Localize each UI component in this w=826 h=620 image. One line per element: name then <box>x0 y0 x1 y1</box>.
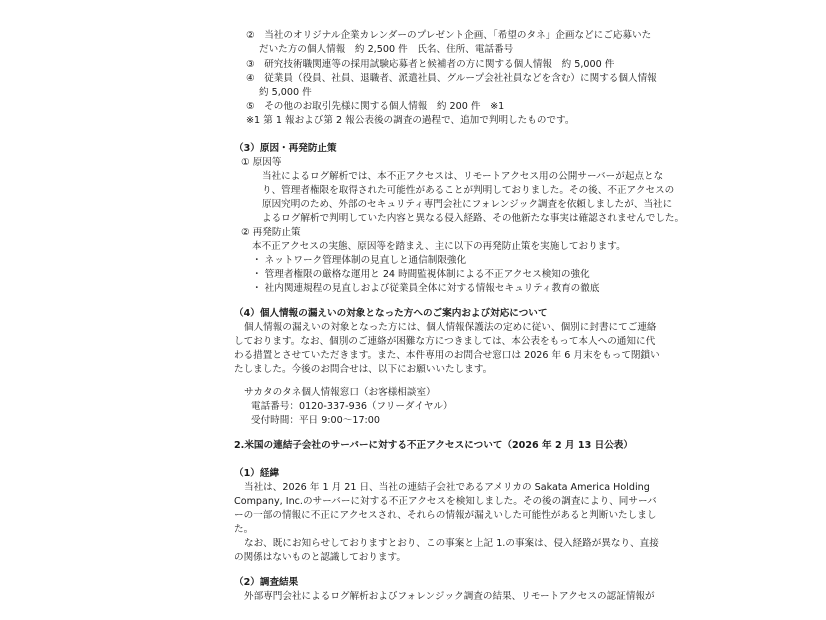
bullet-item: ・ ネットワーク管理体制の見直しと通信制限強化 <box>252 255 467 266</box>
part-2-s1-p2-line2: の関係はないものと認識しております。 <box>234 552 406 563</box>
section-3-heading: （3）原因・再発防止策 <box>234 143 337 154</box>
contact-name: サカタのタネ個人情報窓口（お客様相談室） <box>244 387 436 398</box>
section-4-line2: しております。なお、個別のご連絡が困難な方につきましては、本公表をもって本人への通知に代 <box>234 336 656 347</box>
section-3-sub2-intro: 本不正アクセスの実態、原因等を踏まえ、主に以下の再発防止策を実施しております。 <box>252 241 626 252</box>
list-item-2-line1: ② 当社のオリジナル企業カレンダーのプレゼント企画、「希望のタネ」企画などにご応募いた <box>246 30 652 41</box>
part-2-s1-line4: た。 <box>234 524 254 535</box>
list-item-4-line1: ④ 従業員（役員、社員、退職者、派遣社員、グループ会社社員などを含む）に関する個人情報 <box>246 73 657 84</box>
part-2-s1-line1: 当社は、2026 年 1 月 21 日、当社の連結子会社であるアメリカの Sakata America Holding <box>244 482 650 493</box>
part-2-heading: 2.米国の連結子会社のサーバーに対する不正アクセスについて（2026 年 2 月 13 日公表） <box>234 440 633 451</box>
bullet-item: ・ 社内関連規程の見直しおよび従業員全体に対する情報セキュリティ教育の徹底 <box>252 283 600 294</box>
section-4-line4: たしました。今後のお問合せは、以下にお願いいたします。 <box>234 364 493 375</box>
list-item-2-line2: だいた方の個人情報 約 2,500 件 氏名、住所、電話番号 <box>259 44 514 55</box>
section-4-line1: 個人情報の漏えいの対象となった方には、個人情報保護法の定めに従い、個別に封書にてご連絡 <box>244 322 657 333</box>
part-2-s2-heading: （2）調査結果 <box>234 577 299 588</box>
part-2-s1-line2: Company, Inc.のサーバーに対する不正アクセスを検知しました。その後の調査により、同サーバ <box>234 496 657 507</box>
part-2-s1-heading: （1）経緯 <box>234 468 280 479</box>
contact-hours: 受付時間：平日 9:00〜17:00 <box>251 415 380 426</box>
section-4-heading: （4）個人情報の漏えいの対象となった方へのご案内および対応について <box>234 308 548 319</box>
section-3-sub1-line1: 当社によるログ解析では、本不正アクセスは、リモートアクセス用の公開サーバーが起点とな <box>262 171 664 182</box>
section-3-sub1-heading: ① 原因等 <box>241 157 282 168</box>
footnote-1: ※1 第 1 報および第 2 報公表後の調査の過程で、追加で判明したものです。 <box>246 115 575 126</box>
contact-phone: 電話番号：0120-337-936（フリーダイヤル） <box>251 401 453 412</box>
part-2-s1-p2-line1: なお、既にお知らせしておりますとおり、この事案と上記 1.の事案は、侵入経路が異なり、直接 <box>244 538 659 549</box>
bullet-item: ・ 管理者権限の厳格な運用と 24 時間監視体制による不正アクセス検知の強化 <box>252 269 590 280</box>
list-item-5: ⑤ その他のお取引先様に関する個人情報 約 200 件 ※1 <box>246 101 505 112</box>
section-3-sub1-line2: り、管理者権限を取得された可能性があることが判明しておりました。その後、不正アクセスの <box>262 185 675 196</box>
part-2-s1-line3: ーの一部の情報に不正にアクセスされ、それらの情報が漏えいした可能性があると判断いたしまし <box>234 510 657 521</box>
section-3-sub2-heading: ② 再発防止策 <box>241 227 301 238</box>
part-2-s2-line1: 外部専門会社によるログ解析およびフォレンジック調査の結果、リモートアクセスの認証情報が <box>244 591 655 602</box>
section-4-line3: わる措置とさせていただきます。また、本件専用のお問合せ窓口は 2026 年 6 月末をもって閉鎖い <box>234 350 660 361</box>
section-3-sub1-line4: よるログ解析で判明していた内容と異なる侵入経路、その他新たな事実は確認されませんでした。 <box>262 213 685 224</box>
list-item-4-line2: 約 5,000 件 <box>259 87 312 98</box>
section-3-sub1-line3: 原因究明のため、外部のセキュリティ専門会社にフォレンジック調査を依頼しましたが、当社に <box>262 199 673 210</box>
list-item-3: ③ 研究技術職関連等の採用試験応募者と候補者の方に関する個人情報 約 5,000 件 <box>246 59 615 70</box>
